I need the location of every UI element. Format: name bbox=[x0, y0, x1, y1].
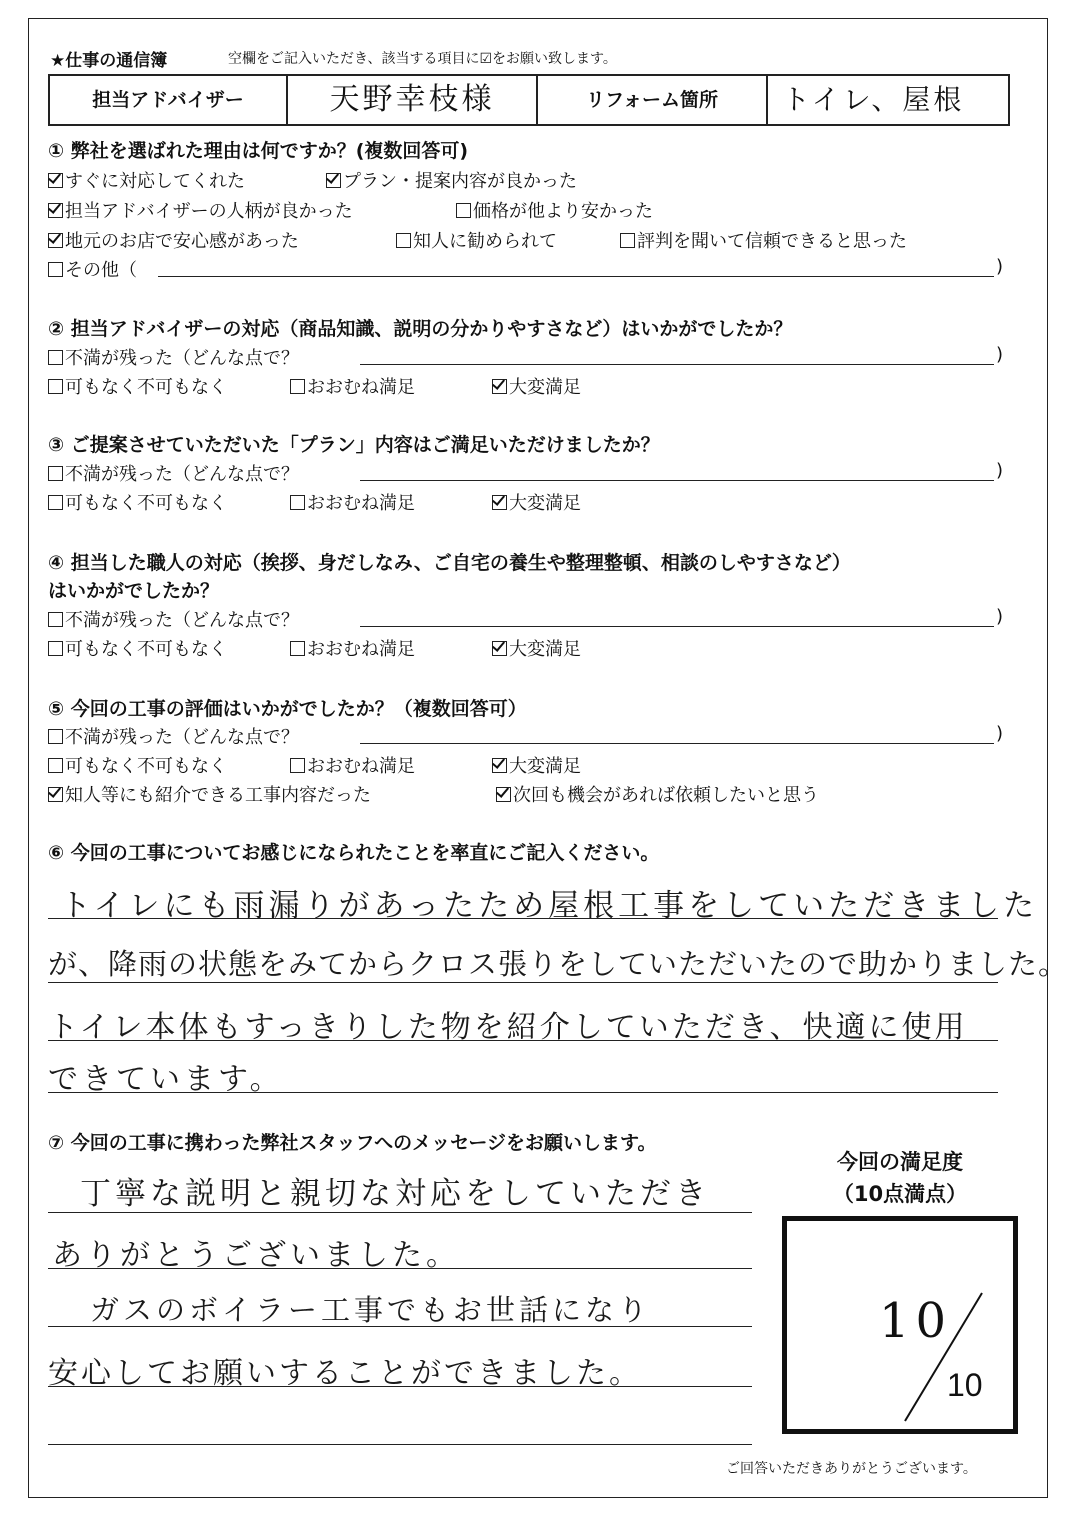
q4-option-1[interactable]: おおむね満足 bbox=[290, 635, 415, 661]
close-paren: ) bbox=[996, 460, 1004, 481]
q6-answer-line-4[interactable]: できています。 bbox=[48, 1062, 284, 1097]
q6-underline-2 bbox=[48, 982, 998, 983]
q4-title-continued: はいかがでしたか？ bbox=[48, 580, 220, 602]
checkbox[interactable] bbox=[48, 233, 63, 248]
checkbox[interactable] bbox=[492, 495, 507, 510]
q2-option-1[interactable]: おおむね満足 bbox=[290, 373, 415, 399]
q6-answer-line-1[interactable]: トイレにも雨漏りがあったため屋根工事をしていただきました bbox=[60, 888, 1039, 924]
info-table bbox=[48, 74, 1010, 126]
q4-dissatisfied[interactable]: 不満が残った（どんな点で？ bbox=[48, 606, 299, 632]
q5-option-2[interactable]: 大変満足 bbox=[492, 752, 581, 778]
q1-option-5[interactable]: 知人に勧められて bbox=[396, 227, 557, 253]
other-underline[interactable] bbox=[158, 276, 994, 277]
checkbox[interactable] bbox=[48, 173, 63, 188]
checkbox[interactable] bbox=[492, 758, 507, 773]
q4-option-0[interactable]: 可もなく不可もなく bbox=[48, 635, 227, 661]
checkbox[interactable] bbox=[48, 203, 63, 218]
checkbox[interactable] bbox=[396, 233, 411, 248]
checkbox[interactable] bbox=[48, 262, 63, 277]
q7-answer-line-1[interactable]: 丁寧な説明と親切な対応をしていただき bbox=[80, 1176, 710, 1212]
q1-option-1[interactable]: プラン・提案内容が良かった bbox=[326, 167, 577, 193]
q7-underline-1 bbox=[48, 1212, 752, 1213]
q5-dissatisfied[interactable]: 不満が残った（どんな点で？ bbox=[48, 723, 299, 749]
q3-option-1[interactable]: おおむね満足 bbox=[290, 489, 415, 515]
q6-title: ⑥ 今回の工事についてお感じになられたことを率直にご記入ください。 bbox=[48, 842, 660, 864]
checkbox[interactable] bbox=[48, 758, 63, 773]
q3-dissatisfied[interactable]: 不満が残った（どんな点で？ bbox=[48, 460, 299, 486]
q7-underline-5 bbox=[48, 1444, 752, 1445]
checkbox[interactable] bbox=[290, 495, 305, 510]
location-label: リフォーム箇所 bbox=[538, 76, 768, 124]
q7-title: ⑦ 今回の工事に携わった弊社スタッフへのメッセージをお願いします。 bbox=[48, 1132, 657, 1154]
form-instructions: 空欄をご記入いただき、該当する項目に☑をお願い致します。 bbox=[228, 51, 617, 67]
checkbox[interactable] bbox=[492, 379, 507, 394]
q4-title: ④ 担当した職人の対応（挨拶、身だしなみ、ご自宅の養生や整理整頓、相談のしやすさなど） bbox=[48, 552, 851, 574]
q1-option-4[interactable]: 地元のお店で安心感があった bbox=[48, 227, 299, 253]
q7-answer-line-4[interactable]: 安心してお願いすることができました。 bbox=[48, 1356, 642, 1391]
q5-option-0[interactable]: 可もなく不可もなく bbox=[48, 752, 227, 778]
q5-option-4[interactable]: 次回も機会があれば依頼したいと思う bbox=[496, 781, 819, 807]
checkbox[interactable] bbox=[48, 729, 63, 744]
q5-option-3[interactable]: 知人等にも紹介できる工事内容だった bbox=[48, 781, 371, 807]
q1-option-other[interactable]: その他（ bbox=[48, 256, 137, 282]
q6-underline-4 bbox=[48, 1092, 998, 1093]
checkbox[interactable] bbox=[456, 203, 471, 218]
checkbox[interactable] bbox=[326, 173, 341, 188]
q2-option-0[interactable]: 可もなく不可もなく bbox=[48, 373, 227, 399]
checkbox[interactable] bbox=[48, 350, 63, 365]
checkbox[interactable] bbox=[290, 379, 305, 394]
location-value[interactable]: トイレ、屋根 bbox=[782, 83, 965, 116]
q1-option-2[interactable]: 担当アドバイザーの人柄が良かった bbox=[48, 197, 353, 223]
q1-option-3[interactable]: 価格が他より安かった bbox=[456, 197, 653, 223]
checkbox[interactable] bbox=[290, 758, 305, 773]
checkbox[interactable] bbox=[496, 787, 511, 802]
q3-reason-underline[interactable] bbox=[360, 480, 994, 481]
q4-option-2[interactable]: 大変満足 bbox=[492, 635, 581, 661]
q3-option-0[interactable]: 可もなく不可もなく bbox=[48, 489, 227, 515]
q6-answer-line-3[interactable]: トイレ本体もすっきりした物を紹介していただき、快適に使用 bbox=[48, 1010, 968, 1045]
q1-title: ① 弊社を選ばれた理由は何ですか？(複数回答可) bbox=[48, 140, 469, 162]
checkbox[interactable] bbox=[48, 612, 63, 627]
close-paren: ) bbox=[996, 606, 1004, 627]
score-max: 10 bbox=[947, 1367, 983, 1403]
close-paren: ) bbox=[996, 723, 1004, 744]
checkbox[interactable] bbox=[48, 787, 63, 802]
checkbox[interactable] bbox=[290, 641, 305, 656]
q2-title: ② 担当アドバイザーの対応（商品知識、説明の分かりやすさなど）はいかがでしたか？ bbox=[48, 318, 793, 340]
q2-reason-underline[interactable] bbox=[360, 364, 994, 365]
q7-underline-4 bbox=[48, 1386, 752, 1387]
checkbox[interactable] bbox=[620, 233, 635, 248]
advisor-label: 担当アドバイザー bbox=[50, 76, 288, 124]
checkbox[interactable] bbox=[48, 641, 63, 656]
q7-underline-2 bbox=[48, 1268, 752, 1269]
q5-reason-underline[interactable] bbox=[360, 743, 994, 744]
q6-underline-1 bbox=[48, 918, 998, 919]
form-title: ★仕事の通信簿 bbox=[50, 51, 168, 71]
q1-option-6[interactable]: 評判を聞いて信頼できると思った bbox=[620, 227, 907, 253]
close-paren: ) bbox=[996, 256, 1004, 277]
checkbox[interactable] bbox=[48, 495, 63, 510]
q1-option-0[interactable]: すぐに対応してくれた bbox=[48, 167, 245, 193]
checkbox[interactable] bbox=[48, 466, 63, 481]
q2-option-2[interactable]: 大変満足 bbox=[492, 373, 581, 399]
q5-title: ⑤ 今回の工事の評価はいかがでしたか？（複数回答可） bbox=[48, 698, 527, 720]
q6-underline-3 bbox=[48, 1040, 998, 1041]
score-scale-label: （10点満点） bbox=[832, 1182, 968, 1206]
checkbox[interactable] bbox=[48, 379, 63, 394]
footer-thanks: ご回答いただきありがとうございます。 bbox=[726, 1461, 977, 1477]
advisor-value[interactable]: 天野幸枝様 bbox=[288, 76, 538, 124]
score-box[interactable] bbox=[782, 1216, 1018, 1434]
q7-underline-3 bbox=[48, 1326, 752, 1327]
score-value[interactable]: 10 bbox=[879, 1293, 953, 1349]
q7-answer-line-3[interactable]: ガスのボイラー工事でもお世話になり bbox=[90, 1293, 652, 1327]
q3-option-2[interactable]: 大変満足 bbox=[492, 489, 581, 515]
q6-answer-line-2[interactable]: が、降雨の状態をみてからクロス張りをしていただいたので助かりました。 bbox=[48, 947, 1069, 981]
q4-reason-underline[interactable] bbox=[360, 626, 994, 627]
score-label: 今回の満足度 bbox=[837, 1150, 963, 1174]
q3-title: ③ ご提案させていただいた「プラン」内容はご満足いただけましたか？ bbox=[48, 434, 660, 456]
q7-answer-line-2[interactable]: ありがとうございました。 bbox=[52, 1238, 460, 1273]
checkbox[interactable] bbox=[492, 641, 507, 656]
q5-option-1[interactable]: おおむね満足 bbox=[290, 752, 415, 778]
q2-dissatisfied[interactable]: 不満が残った（どんな点で？ bbox=[48, 344, 299, 370]
close-paren: ) bbox=[996, 344, 1004, 365]
